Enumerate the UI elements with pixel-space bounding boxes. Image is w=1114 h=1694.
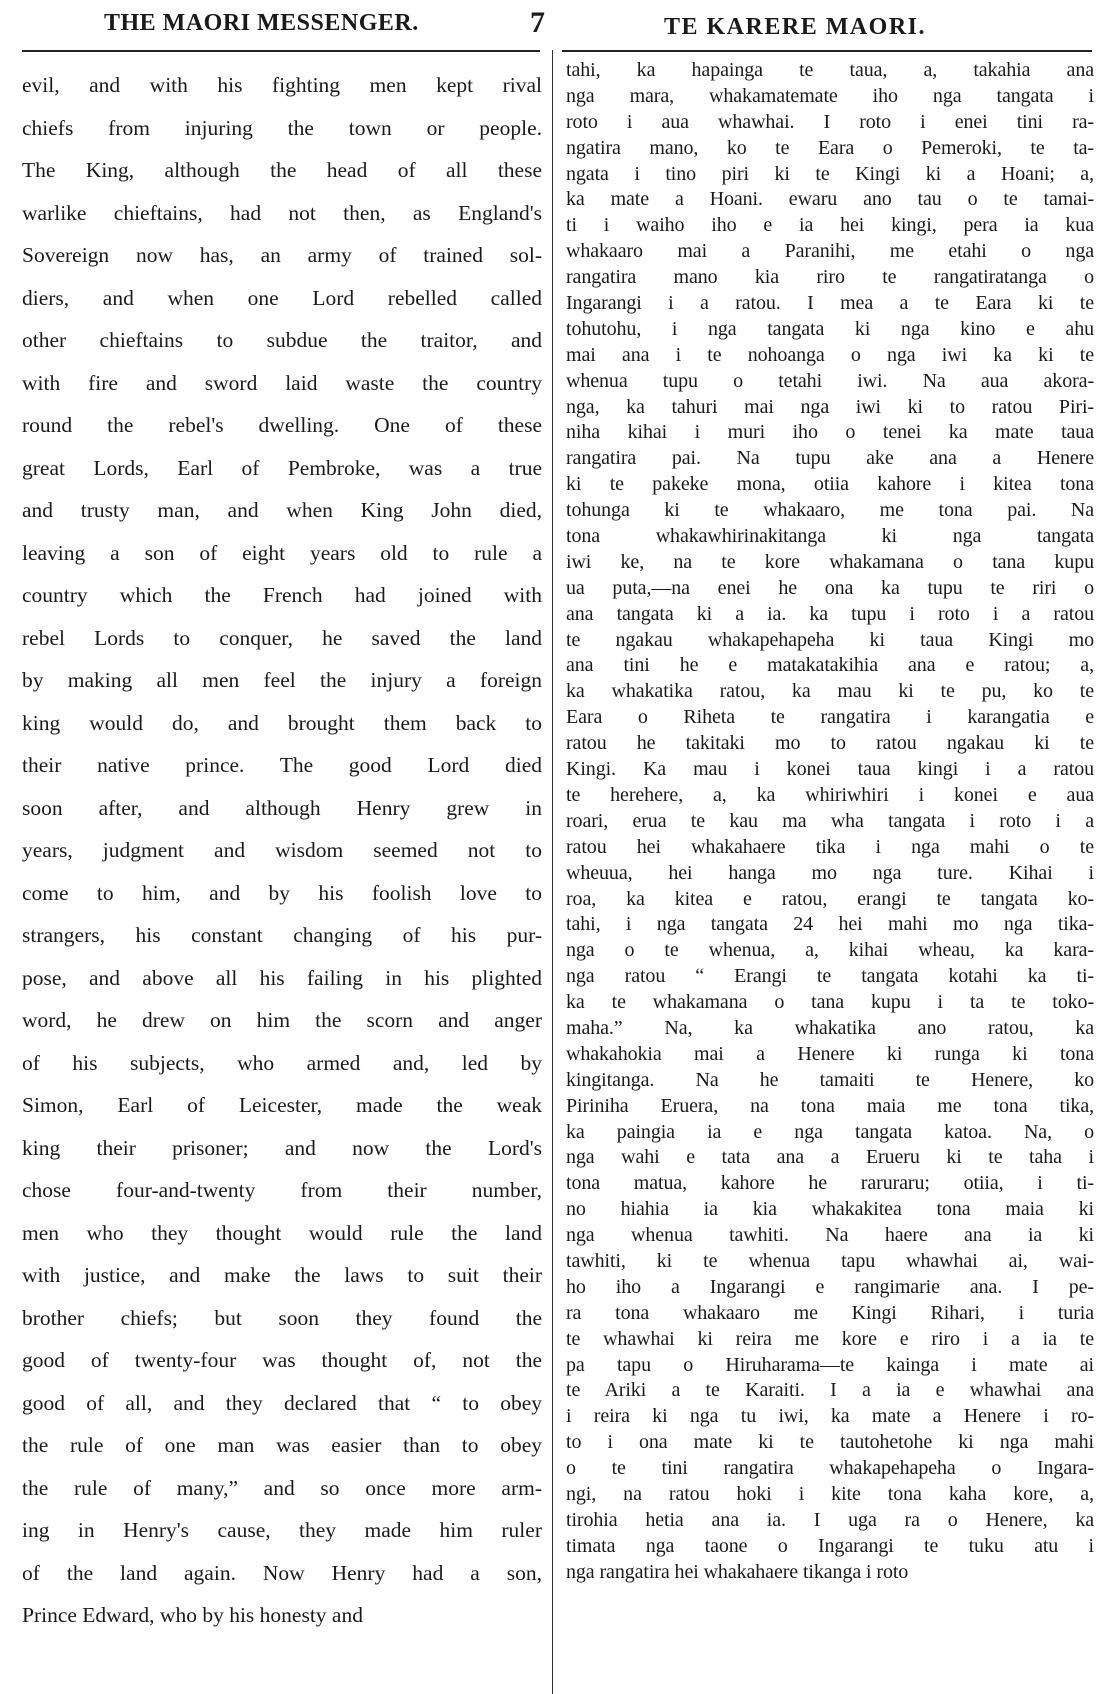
text-line: diers, and when one Lord rebelled called (22, 285, 542, 310)
text-line: timata nga taone o Ingarangi te tuku atu i (566, 1534, 1094, 1557)
text-line: ka mate a Hoani. ewaru ano tau o te tamai- (566, 188, 1094, 211)
text-line: ing in Henry's cause, they made him ruler (22, 1518, 542, 1542)
text-line: ti i waiho iho e ia hei kingi, pera ia kua (566, 214, 1094, 237)
text-line: tawhiti, ki te whenua tapu whawhai ai, wai- (566, 1249, 1094, 1272)
column-divider (552, 50, 553, 1694)
text-line: ho iho a Ingarangi e rangimarie ana. I pe- (566, 1275, 1094, 1298)
text-line: brother chiefs; but soon they found the (22, 1305, 542, 1330)
text-line: pose, and above all his failing in his plighted (22, 965, 542, 990)
text-line: roto i aua whawhai. I roto i enei tini ra- (566, 110, 1094, 133)
text-line: of the land again. Now Henry had a son, (22, 1560, 542, 1585)
text-line: te herehere, a, ka whiriwhiri i konei e aua (566, 783, 1094, 806)
text-line: word, he drew on him the scorn and anger (22, 1008, 542, 1032)
text-line: years, judgment and wisdom seemed not to (22, 838, 542, 862)
text-line: tirohia hetia ana ia. I uga ra o Henere, ka (566, 1508, 1094, 1531)
text-line: strangers, his constant changing of his pur- (22, 923, 542, 947)
text-line: roa, ka kitea e ratou, erangi te tangata ko- (566, 887, 1094, 910)
header-rule-right (562, 50, 1092, 52)
page-number: 7 (530, 6, 545, 39)
text-line: soon after, and although Henry grew in (22, 795, 542, 820)
text-line: ua puta,—na enei he ona ka tupu te riri o (566, 576, 1094, 599)
text-line: country which the French had joined with (22, 583, 542, 607)
text-line: ngatira mano, ko te Eara o Pemeroki, te ta- (566, 136, 1094, 159)
english-masthead: THE MAORI MESSENGER. (104, 10, 419, 36)
text-line: ra tona whakaaro me Kingi Rihari, i turia (566, 1301, 1094, 1324)
text-line: iwi ke, na te kore whakamana o tana kupu (566, 550, 1094, 573)
text-line: kingitanga. Na he tamaiti te Henere, ko (566, 1068, 1094, 1091)
text-line: Simon, Earl of Leicester, made the weak (22, 1093, 542, 1117)
text-line: come to him, and by his foolish love to (22, 880, 542, 905)
text-line: te Ariki a te Karaiti. I a ia e whawhai ana (566, 1379, 1094, 1402)
text-line: ka whakatika ratou, ka mau ki te pu, ko te (566, 680, 1094, 703)
text-line: king their prisoner; and now the Lord's (22, 1135, 542, 1160)
text-line: of his subjects, who armed and, led by (22, 1050, 542, 1075)
text-line: evil, and with his fighting men kept rival (22, 73, 542, 97)
text-line: niha kihai i muri iho o tenei ka mate taua (566, 421, 1094, 444)
text-line: and trusty man, and when King John died, (22, 498, 542, 522)
text-line: tohunga ki te whakaaro, me tona pai. Na (566, 499, 1094, 522)
text-line: tohutohu, i nga tangata ki nga kino e ahu (566, 317, 1094, 340)
text-line: tahi, i nga tangata 24 hei mahi mo nga tika- (566, 913, 1094, 936)
text-line: rebel Lords to conquer, he saved the land (22, 625, 542, 650)
text-line: Prince Edward, who by his honesty and (22, 1603, 363, 1627)
text-line: i reira ki nga tu iwi, ka mate a Henere i ro- (566, 1405, 1094, 1428)
maori-masthead: TE KARERE MAORI. (664, 14, 927, 40)
text-line: rangatira mano kia riro te rangatiratanga o (566, 266, 1094, 289)
text-line: tahi, ka hapainga te taua, a, takahia ana (566, 59, 1094, 81)
text-line: nga ratou “ Erangi te tangata kotahi ka ti- (566, 965, 1094, 988)
text-line: pa tapu o Hiruharama—te kainga i mate ai (566, 1353, 1094, 1376)
text-line: their native prince. The good Lord died (22, 753, 542, 777)
page-header (0, 6, 1114, 42)
text-line: with fire and sword laid waste the country (22, 370, 542, 395)
text-line: te whawhai ki reira me kore e riro i a ia te (566, 1327, 1094, 1350)
text-line: chose four-and-twenty from their number, (22, 1178, 542, 1202)
text-line: men who they thought would rule the land (22, 1220, 542, 1245)
text-line: with justice, and make the laws to suit their (22, 1263, 542, 1287)
text-line: te ngakau whakapehapeha ki taua Kingi mo (566, 628, 1094, 651)
text-line: ngata i tino piri ki te Kingi ki a Hoani; a, (566, 162, 1094, 185)
text-line: Sovereign now has, an army of trained sol- (22, 243, 542, 267)
text-line: tona whakawhirinakitanga ki nga tangata (566, 525, 1094, 548)
text-line: Kingi. Ka mau i konei taua kingi i a ratou (566, 758, 1094, 781)
text-line: Piriniha Eruera, na tona maia me tona tika, (566, 1094, 1094, 1117)
text-line: nga wahi e tata ana a Erueru ki te taha i (566, 1146, 1094, 1169)
text-line: maha.” Na, ka whakatika ano ratou, ka (566, 1016, 1094, 1039)
text-line: the rule of many,” and so once more arm- (22, 1475, 542, 1500)
text-line: ana tini he e matakatakihia ana e ratou; a, (566, 654, 1094, 677)
text-line: leaving a son of eight years old to rule a (22, 540, 542, 565)
text-line: nga rangatira hei whakahaere tikanga i roto (566, 1560, 909, 1583)
maori-column (566, 58, 1094, 1586)
header-rule-left (22, 50, 540, 52)
text-line: tona matua, kahore he raruraru; otiia, i ti- (566, 1172, 1094, 1195)
text-line: to i ona mate ki te tautohetohe ki nga mahi (566, 1431, 1094, 1454)
text-line: ngi, na ratou hoki i kite tona kaha kore, a, (566, 1482, 1094, 1505)
text-line: mai ana i te nohoanga o nga iwi ka ki te (566, 343, 1094, 366)
text-line: ka te whakamana o tana kupu i ta te toko- (566, 991, 1094, 1014)
text-line: nga whenua tawhiti. Na haere ana ia ki (566, 1224, 1094, 1247)
text-line: The King, although the head of all these (22, 158, 542, 182)
text-line: ratou he takitaki mo to ratou ngakau ki te (566, 732, 1094, 755)
text-line: by making all men feel the injury a foreign (22, 668, 542, 692)
text-line: good of all, and they declared that “ to obey (22, 1390, 542, 1415)
text-line: other chieftains to subdue the traitor, and (22, 328, 542, 352)
text-line: Ingarangi i a ratou. I mea a te Eara ki te (566, 292, 1094, 315)
english-column (22, 64, 542, 1637)
text-line: whakaaro mai a Paranihi, me etahi o nga (566, 240, 1094, 263)
text-line: great Lords, Earl of Pembroke, was a true (22, 455, 542, 480)
text-line: ana tangata ki a ia. ka tupu i roto i a ratou (566, 602, 1094, 625)
text-line: king would do, and brought them back to (22, 710, 542, 735)
text-line: warlike chieftains, had not then, as England's (22, 200, 542, 225)
text-line: nga mara, whakamatemate iho nga tangata i (566, 84, 1094, 107)
text-line: chiefs from injuring the town or people. (22, 115, 542, 140)
text-line: no hiahia ia kia whakakitea tona maia ki (566, 1198, 1094, 1221)
text-line: wheuua, hei hanga mo nga ture. Kihai i (566, 861, 1094, 884)
text-line: good of twenty-four was thought of, not the (22, 1348, 542, 1372)
text-line: the rule of one man was easier than to obey (22, 1433, 542, 1457)
text-line: roari, erua te kau ma wha tangata i roto i a (566, 809, 1094, 832)
text-line: ratou hei whakahaere tika i nga mahi o te (566, 835, 1094, 858)
text-line: nga, ka tahuri mai nga iwi ki to ratou Piri- (566, 395, 1094, 418)
text-line: ka paingia ia e nga tangata katoa. Na, o (566, 1120, 1094, 1143)
text-line: whakahokia mai a Henere ki runga ki tona (566, 1042, 1094, 1065)
text-line: ki te pakeke mona, otiia kahore i kitea tona (566, 473, 1094, 496)
text-line: round the rebel's dwelling. One of these (22, 413, 542, 437)
text-line: whenua tupu o tetahi iwi. Na aua akora- (566, 369, 1094, 392)
text-line: Eara o Riheta te rangatira i karangatia e (566, 706, 1094, 729)
text-line: rangatira pai. Na tupu ake ana a Henere (566, 447, 1094, 470)
text-line: nga o te whenua, a, kihai wheau, ka kara- (566, 939, 1094, 962)
text-line: o te tini rangatira whakapehapeha o Ingara- (566, 1457, 1094, 1480)
